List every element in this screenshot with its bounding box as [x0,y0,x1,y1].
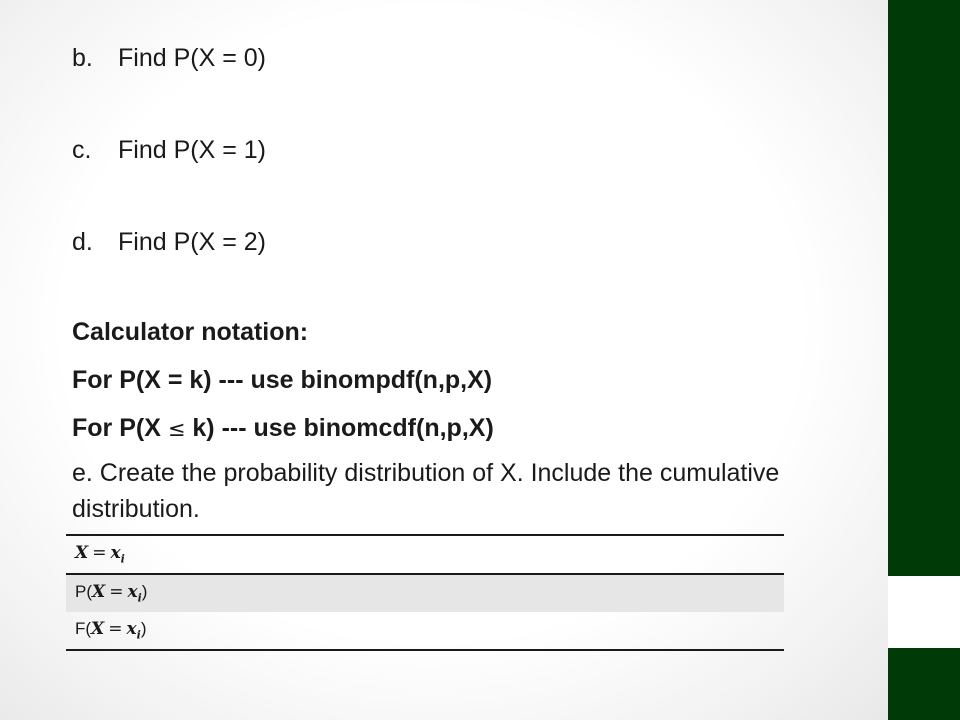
row-suffix: ) [140,619,147,639]
row-prefix: F( [75,619,92,639]
cdf-line [72,413,494,444]
list-text: Find P(X = 2) [118,228,266,256]
list-item-c [72,135,266,165]
math-val: x [127,582,138,603]
list-item-b [72,43,266,73]
pdf-line: For P(X = k) --- use binompdf(n,p,X) [72,366,493,394]
math-val: x [110,543,121,564]
math-subscript: i [120,552,125,566]
math-val: x [126,619,137,640]
math-expression [75,543,125,566]
list-text: Find P(X = 0) [118,44,266,72]
math-var: X [92,582,106,603]
table-cell-label [66,612,784,650]
list-marker: b. [72,44,93,72]
math-var: X [75,543,89,564]
math-expression [91,619,141,642]
cdf-suffix: k) --- use binomcdf(n,p,X) [185,414,494,442]
sidebar-gap [888,576,960,648]
math-expression [92,582,142,605]
row-prefix: P( [75,582,92,602]
sidebar-decoration-top [888,0,960,576]
list-marker: c. [72,136,92,164]
math-var: X [91,619,105,640]
row-suffix: ) [141,582,148,602]
math-subscript: i [137,591,142,605]
list-marker: d. [72,228,93,256]
part-e-instruction: e. Create the probability distribution of X. Include the cumulative distribution. [72,459,780,523]
sidebar-decoration-bottom [888,648,960,720]
less-equal-symbol: ≤ [167,417,186,441]
math-equals: = [92,543,107,564]
table-cell-label [66,535,784,574]
math-equals: = [108,619,123,640]
math-subscript: i [136,628,141,642]
table-cell-label [66,574,784,612]
distribution-table [66,534,784,651]
list-text: Find P(X = 1) [118,136,266,164]
notation-heading: Calculator notation: [72,318,309,346]
list-item-d [72,227,266,257]
table-row-values [66,535,784,574]
math-equals: = [109,582,124,603]
cdf-prefix: For P(X [72,414,168,442]
table-row-probability [66,574,784,612]
table-row-cumulative [66,612,784,650]
